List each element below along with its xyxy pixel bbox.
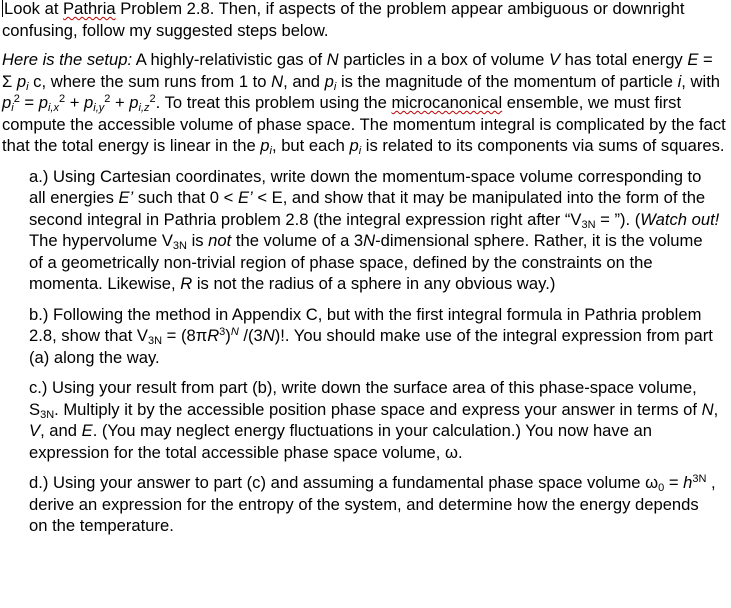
symbol-h: h — [683, 473, 693, 492]
text-cursor — [2, 0, 3, 17]
subscript-0: 0 — [658, 482, 665, 494]
part-d-text: = — [664, 473, 684, 492]
part-a-text: a.) Using Cartesian coordinates, write down the momentum-space volume corresponding to all energies — [29, 166, 702, 207]
setup-text: ensemble, we must first compute the accessible volume of phase space. The momentum integral is complicated by the fact that the total energy is linear in the — [2, 93, 726, 155]
symbol-p: p — [2, 93, 12, 112]
part-b-text: )!. You should make use of the integral expression from part (a) along the way. — [29, 326, 713, 367]
symbol-V: V — [29, 421, 41, 440]
symbol-p: p — [260, 136, 270, 155]
setup-text: is the magnitude of the momentum of particle — [336, 71, 678, 91]
symbol-R: R — [180, 274, 193, 293]
symbol-p: p — [38, 93, 48, 112]
setup-label: Here is the setup: — [2, 50, 133, 69]
part-b-text: b.) Following the method in Appendix C, but with the first integral formula in Pathria problem 2.8, show that V — [29, 304, 702, 345]
setup-text: A highly-relativistic gas of — [132, 50, 327, 69]
part-a-text: -dimensional sphere. Rather, it is the volume of a geometrically non-trivial region of phase space, defined by the constraints on the momenta. Likewise, — [29, 231, 703, 293]
part-c — [29, 377, 727, 463]
part-a-text: < E, and show that it may be manipulated into the form of the second integral in Pathria problem 2.8 (the integral expression right after “V — [29, 188, 706, 229]
setup-text: = Σ — [2, 50, 713, 91]
part-d — [29, 472, 727, 537]
setup-text: , and — [283, 71, 325, 91]
symbol-E: E — [81, 421, 93, 440]
intro-text: Look at — [4, 0, 64, 18]
part-c-text: c.) Using your result from part (b), write down the surface area of this phase-space volume, S — [29, 378, 697, 419]
setup-text: . To treat this problem using the — [155, 93, 392, 112]
subscript-i: i — [269, 145, 272, 157]
subscript-iz: i,z — [138, 102, 150, 114]
part-b-text: ) — [225, 326, 231, 345]
part-a-text: is — [186, 231, 209, 250]
subscript-3N: 3N — [148, 335, 163, 347]
part-a-text: = ”). ( — [595, 209, 641, 229]
superscript-2: 2 — [58, 93, 66, 105]
setup-paragraph — [2, 49, 727, 157]
part-a-text: the volume of a 3 — [231, 231, 364, 250]
symbol-N: N — [262, 326, 275, 345]
subscript-3N: 3N — [172, 240, 187, 252]
part-d-text: d.) Using your answer to part (c) and assuming a fundamental phase space volume ω — [29, 473, 659, 492]
part-c-text: , — [713, 399, 719, 419]
plus: + — [65, 93, 85, 112]
symbol-p: p — [16, 71, 27, 91]
superscript-N: N — [230, 326, 239, 338]
subscript-iy: i,y — [93, 102, 105, 114]
setup-text: , but each — [271, 136, 350, 155]
symbol-p: p — [349, 136, 359, 155]
superscript-2: 2 — [149, 93, 156, 105]
symbol-N: N — [271, 71, 284, 91]
spelling-flag[interactable]: Pathria — [63, 0, 116, 18]
part-c-text: . (You may neglect energy fluctuations in your calculation.) You now have an expression for the total accessible phase space volume, ω. — [29, 421, 653, 462]
symbol-p: p — [129, 93, 139, 112]
subscript-i: i — [333, 80, 337, 93]
superscript-2: 2 — [104, 93, 111, 105]
symbol-N: N — [326, 50, 339, 69]
symbol-R: R — [207, 326, 220, 345]
part-c-text: , and — [40, 421, 82, 440]
subscript-3N: 3N — [40, 408, 55, 421]
symbol-i: i — [677, 71, 682, 91]
not-emphasis: not — [208, 231, 232, 250]
superscript-2: 2 — [13, 93, 20, 105]
symbol-E-prime: E’ — [237, 188, 253, 207]
setup-text: is related to its components via sums of squares. — [361, 136, 725, 155]
subscript-i: i — [11, 102, 14, 114]
symbol-N: N — [363, 231, 376, 250]
setup-text: has total energy — [560, 50, 688, 69]
symbol-E: E — [687, 50, 699, 69]
plus: + — [110, 93, 130, 112]
part-a-text: is not the radius of a sphere in any obvious way.) — [192, 274, 556, 293]
part-a — [29, 166, 727, 295]
part-c-text: . Multiply it by the accessible position phase space and express your answer in terms of — [54, 399, 702, 419]
setup-text: particles in a box of volume — [338, 50, 549, 69]
setup-text: , with — [681, 71, 721, 91]
part-b — [29, 304, 727, 369]
subscript-i: i — [358, 145, 362, 157]
subscript-ix: i,x — [47, 102, 59, 114]
symbol-p: p — [324, 71, 334, 91]
symbol-N: N — [701, 399, 714, 419]
intro-paragraph — [2, 0, 727, 41]
equals: = — [19, 93, 39, 112]
watch-out-emphasis: Watch out! — [640, 209, 720, 229]
part-b-text: /(3 — [238, 326, 263, 345]
superscript-3N: 3N — [692, 473, 707, 485]
symbol-E-prime: E’ — [118, 188, 134, 207]
subscript-i: i — [26, 80, 29, 93]
symbol-c: c — [28, 71, 42, 91]
setup-text: , where the sum runs from 1 to — [41, 71, 272, 91]
intro-text: Problem 2.8. Then, if aspects of the problem appear ambiguous or downright confusing, follow my suggested steps below. — [2, 0, 685, 40]
part-d-text: , derive an expression for the entropy of the system, and determine how the energy depends on the temperature. — [29, 473, 716, 535]
part-a-text: The hypervolume V — [29, 231, 173, 250]
symbol-V: V — [548, 50, 561, 69]
superscript-3: 3 — [219, 326, 226, 338]
spelling-flag[interactable]: microcanonical — [391, 93, 503, 112]
symbol-p: p — [84, 93, 94, 112]
part-b-text: = (8π — [162, 326, 208, 345]
subscript-3N: 3N — [581, 218, 596, 231]
part-a-text: such that 0 < — [133, 188, 238, 207]
